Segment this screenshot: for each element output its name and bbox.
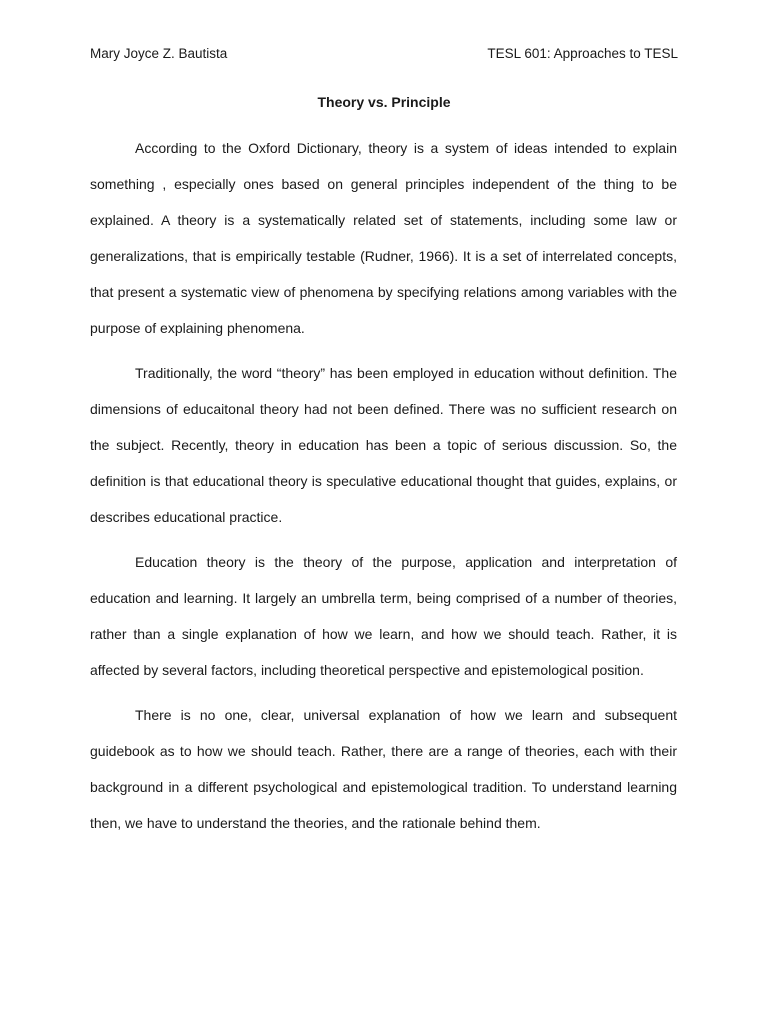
document-title: Theory vs. Principle (317, 94, 451, 110)
paragraph-2: Traditionally, the word “theory” has been employed in education without definition. The dimensions of educaitonal theory had not been defined. There was no sufficient research on the subject. Recently, theory in education has been a topic of serious discussion. So, the definition is that educational theory is speculative educational thought that guides, explains, or describes educational practice. (90, 365, 677, 525)
course-title: TESL 601: Approaches to TESL (487, 46, 678, 61)
page-header (90, 45, 678, 63)
author-name: Mary Joyce Z. Bautista (90, 46, 228, 61)
paragraph-4: There is no one, clear, universal explanation of how we learn and subsequent guidebook as to how we should teach. Rather, there are a range of theories, each with their background in a different psychological and epistemological tradition. To understand learning then, we have to understand the theories, and the rationale behind them. (90, 707, 677, 831)
document-body (90, 130, 677, 850)
paragraph-3: Education theory is the theory of the purpose, application and interpretation of education and learning. It largely an umbrella term, being comprised of a number of theories, rather than a single explanation of how we learn, and how we should teach. Rather, it is affected by several factors, including theoretical perspective and epistemological position. (90, 554, 677, 678)
paragraph-1: According to the Oxford Dictionary, theory is a system of ideas intended to explain something , especially ones based on general principles independent of the thing to be explained. A theory is a systematically related set of statements, including some law or generalizations, that is empirically testable (Rudner, 1966). It is a set of interrelated concepts, that present a systematic view of phenomena by specifying relations among variables with the purpose of explaining phenomena. (90, 140, 677, 336)
